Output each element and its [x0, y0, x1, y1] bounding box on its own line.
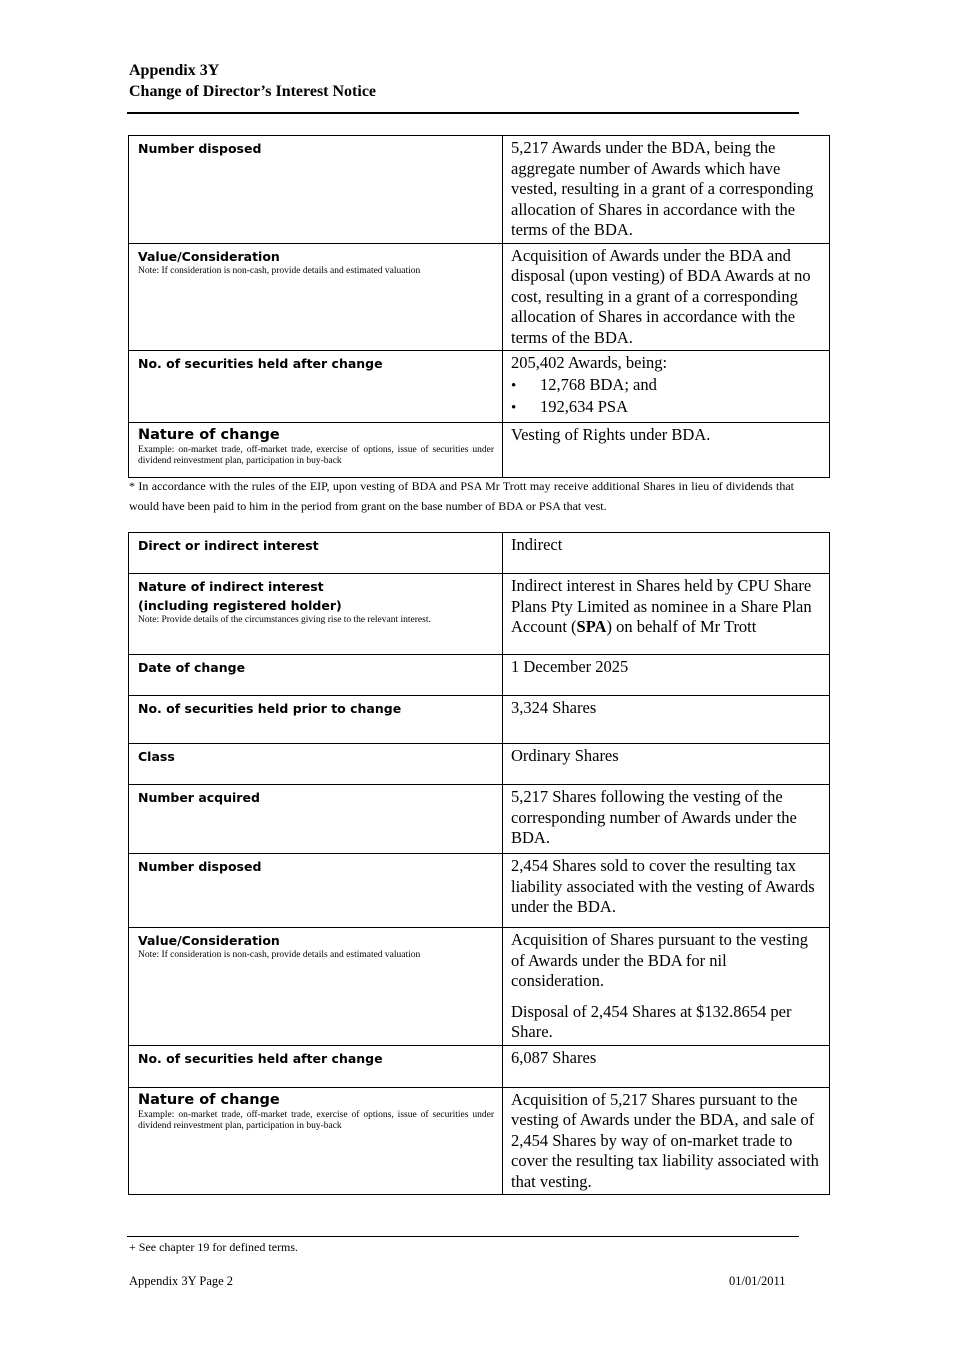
value-class: Ordinary Shares: [503, 744, 830, 785]
value-value-consideration-cell: [503, 928, 830, 1046]
row-held-after: [129, 351, 830, 423]
table-director-awards: [128, 135, 830, 478]
label-cell: [129, 1045, 503, 1087]
footer-defined-terms: + See chapter 19 for defined terms.: [129, 1240, 299, 1254]
row-nature-of-change: [129, 423, 830, 478]
value-nature-indirect-bold: SPA: [576, 617, 607, 636]
label-nature-indirect: Nature of indirect interest: [138, 579, 324, 594]
row-value-consideration: [129, 243, 830, 351]
row-direct-indirect: [129, 533, 830, 574]
label-date-of-change: Date of change: [138, 660, 246, 675]
note-value-consideration: Note: If consideration is non-cash, provide details and estimated valuation: [138, 265, 421, 276]
value-direct-indirect: Indirect: [503, 533, 830, 574]
value-date-of-change: 1 December 2025: [503, 655, 830, 696]
label-cell: [129, 351, 503, 423]
bullet-text: 192,634 PSA: [540, 397, 629, 416]
label-cell: [129, 696, 503, 744]
row-number-disposed: [129, 854, 830, 928]
value-held-after: 205,402 Awards, being:: [511, 353, 668, 372]
label-cell: [129, 243, 503, 351]
label-class: Class: [138, 749, 175, 764]
value-nature-indirect-post: ) on behalf of Mr Trott: [606, 617, 757, 636]
row-nature-of-change: [129, 1087, 830, 1195]
label-cell: [129, 533, 503, 574]
value-acquisition: Acquisition of Shares pursuant to the vesting of Awards under the BDA for nil consideration.: [511, 930, 808, 990]
header-subtitle: Change of Director’s Interest Notice: [129, 83, 377, 100]
value-nature-indirect-pre: Indirect interest in Shares held by CPU Share Plans Pty Limited as nominee in a Share Plan Account (: [511, 576, 812, 636]
label-number-acquired: Number acquired: [138, 790, 260, 805]
row-number-acquired: [129, 785, 830, 854]
row-nature-indirect: [129, 574, 830, 655]
value-number-disposed: 5,217 Awards under the BDA, being the aggregate number of Awards which have vested, resulting in a grant of a corresponding allocation of Shares in accordance with the terms of the BDA.: [503, 136, 830, 244]
label-value-consideration: Value/Consideration: [138, 248, 280, 264]
value-number-acquired: 5,217 Shares following the vesting of the corresponding number of Awards under the BDA.: [503, 785, 830, 854]
note-nature-indirect: Note: Provide details of the circumstances giving rise to the relevant interest.: [138, 615, 431, 625]
label-direct-indirect: Direct or indirect interest: [138, 538, 319, 553]
value-held-after-cell: [503, 351, 830, 423]
value-number-disposed: 2,454 Shares sold to cover the resulting tax liability associated with the vesting of Awards under the BDA.: [503, 854, 830, 928]
label-number-disposed: Number disposed: [138, 141, 262, 156]
row-value-consideration: [129, 928, 830, 1046]
footer-date: 01/01/2011: [729, 1274, 786, 1288]
row-class: [129, 744, 830, 785]
note-value-consideration: Note: If consideration is non-cash, provide details and estimated valuation: [138, 950, 421, 960]
label-cell: [129, 928, 503, 1046]
table-indirect-interest: [128, 532, 830, 1195]
label-cell: [129, 744, 503, 785]
value-value-consideration: Acquisition of Awards under the BDA and disposal (upon vesting) of BDA Awards at no cost, resulting in a grant of a corresponding allocation of Shares in accordance with the terms of the BDA.: [503, 243, 830, 351]
label-cell: [129, 423, 503, 478]
row-held-prior: [129, 696, 830, 744]
value-held-after: 6,087 Shares: [503, 1045, 830, 1087]
label-cell: [129, 574, 503, 655]
bullet-icon: •: [511, 377, 517, 394]
label-value-consideration: Value/Consideration: [138, 933, 280, 948]
note-nature-of-change: Example: on-market trade, off-market trade, exercise of options, issue of securities under dividend reinvestment plan, participation in buy-back: [138, 445, 494, 466]
label-cell: [129, 854, 503, 928]
label-nature-of-change: Nature of change: [138, 1091, 280, 1108]
label-registered-holder: (including registered holder): [138, 598, 342, 613]
footer-rule: [127, 1236, 799, 1237]
value-nature-of-change: Acquisition of 5,217 Shares pursuant to the vesting of Awards under the BDA, and sale of 2,454 Shares by way of on-market trade to cover the resulting tax liability associated with that vesting.: [503, 1087, 830, 1195]
row-number-disposed: [129, 136, 830, 244]
note-nature-of-change: Example: on-market trade, off-market trade, exercise of options, issue of securities under dividend reinvestment plan, participation in buy-back: [138, 1109, 494, 1131]
header-rule: [127, 112, 799, 114]
label-held-after: No. of securities held after change: [138, 356, 383, 371]
value-nature-of-change: Vesting of Rights under BDA.: [503, 423, 830, 478]
label-held-prior: No. of securities held prior to change: [138, 701, 402, 716]
label-nature-of-change: Nature of change: [138, 427, 280, 443]
value-nature-indirect: [503, 574, 830, 655]
document-header: [129, 60, 376, 102]
row-date-of-change: [129, 655, 830, 696]
header-title: Appendix 3Y: [129, 62, 220, 79]
row-held-after: [129, 1045, 830, 1087]
bullet-item: [511, 397, 821, 419]
bullet-item: [511, 375, 821, 397]
label-cell: [129, 136, 503, 244]
value-disposal: Disposal of 2,454 Shares at $132.8654 per Share.: [511, 1001, 792, 1041]
footnote-eip: * In accordance with the rules of the EIP, upon vesting of BDA and PSA Mr Trott may receive additional Shares in lieu of dividends that would have been paid to him in the period from grant on the base number of BDA or PSA that vest.: [129, 479, 794, 513]
value-held-prior: 3,324 Shares: [503, 696, 830, 744]
bullet-icon: •: [511, 400, 517, 416]
bullet-text: 12,768 BDA; and: [540, 374, 657, 394]
footer-page-label: Appendix 3Y Page 2: [129, 1274, 234, 1288]
label-cell: [129, 785, 503, 854]
label-cell: [129, 655, 503, 696]
label-cell: [129, 1087, 503, 1195]
label-number-disposed: Number disposed: [138, 859, 262, 874]
label-held-after: No. of securities held after change: [138, 1050, 383, 1066]
